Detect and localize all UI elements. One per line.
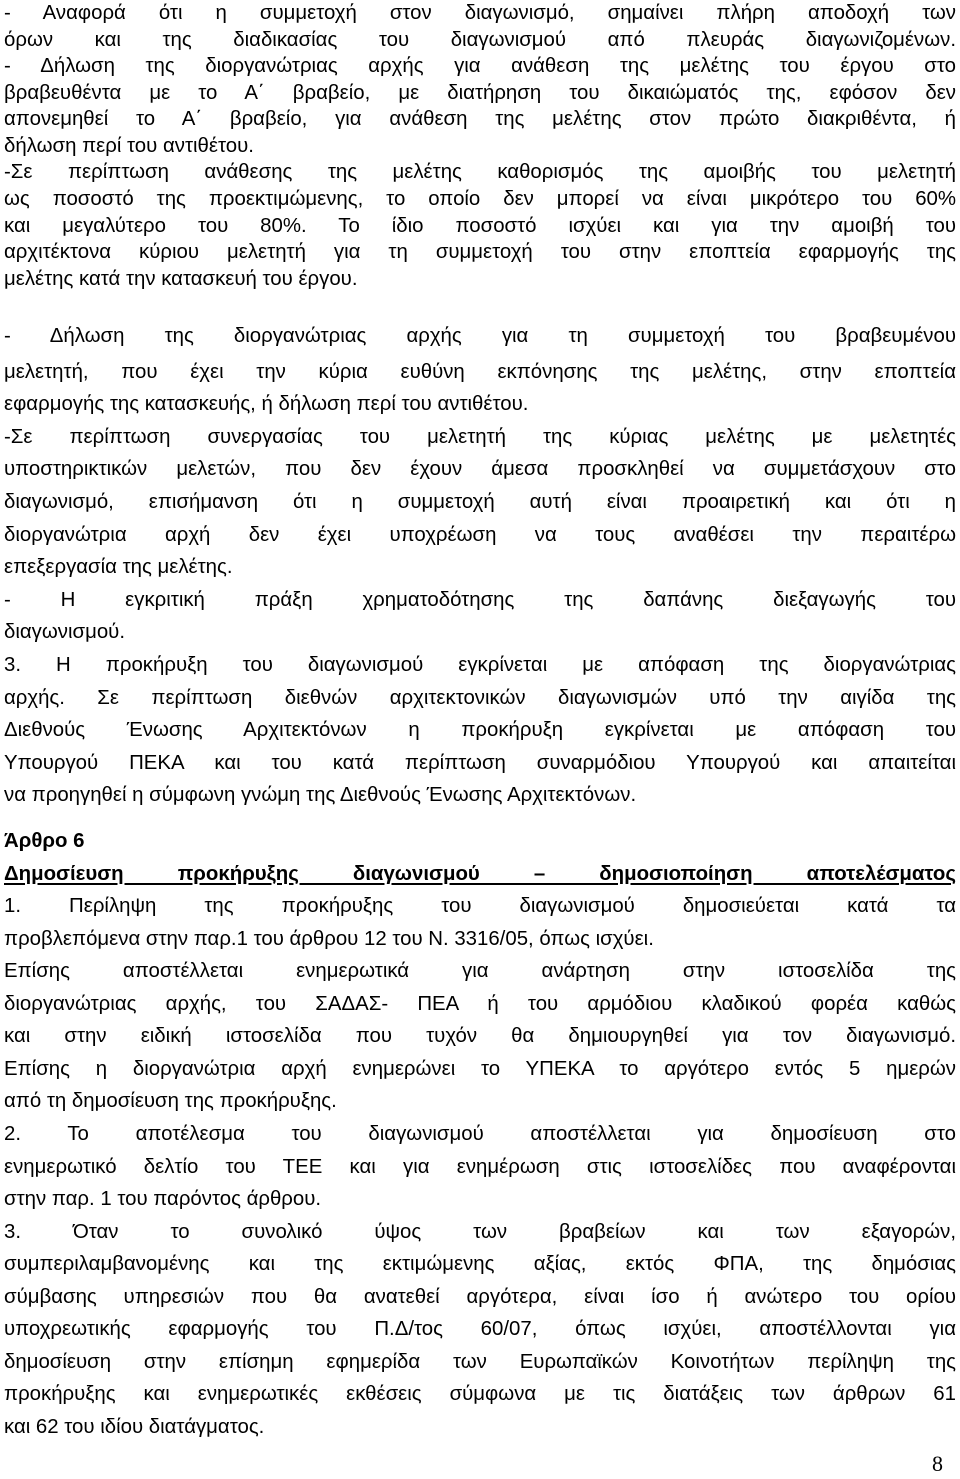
text-line-01: - Αναφορά ότι η συμμετοχή στον διαγωνισμό, σημαίνει πλήρη αποδοχή των — [4, 2, 956, 24]
text-line-40: συμπεριλαμβανομένης και της εκτιμώμενης αξίας, εκτός ΦΠΑ, της δημόσιας — [4, 1253, 956, 1275]
text-line-18: διοργανώτρια αρχή δεν έχει υποχρέωση να τους αναθέσει την περαιτέρω — [4, 524, 956, 546]
text-line-02: όρων και της διαδικασίας του διαγωνισμού από πλευράς διαγωνιζομένων. — [4, 29, 956, 51]
text-line-14: εφαρμογής της κατασκευής, ή δήλωση περί του αντιθέτου. — [4, 393, 529, 415]
text-line-23: αρχής. Σε περίπτωση διεθνών αρχιτεκτονικών διαγωνισμών υπό την αιγίδα της — [4, 687, 956, 709]
text-line-44: προκήρυξης και ενημερωτικές εκθέσεις σύμφωνα με τις διατάξεις των άρθρων 61 — [4, 1383, 956, 1405]
text-line-22: 3. Η προκήρυξη του διαγωνισμού εγκρίνεται με απόφαση της διοργανώτριας — [4, 654, 956, 676]
article-subtitle: Δημοσίευση προκήρυξης διαγωνισμού – δημοσιοποίηση αποτελέσματος — [4, 863, 956, 885]
text-line-05: απονεμηθεί το Α΄ βραβείο, για ανάθεση της μελέτης στον πρώτο διακριθέντα, ή — [4, 108, 956, 130]
text-line-08: ως ποσοστό της προεκτιμώμενης, το οποίο δεν μπορεί να είναι μικρότερο του 60% — [4, 188, 956, 210]
text-line-07: -Σε περίπτωση ανάθεσης της μελέτης καθορισμός της αμοιβής του μελετητή — [4, 161, 956, 183]
text-line-09: και μεγαλύτερο του 80%. Το ίδιο ποσοστό ισχύει και για την αμοιβή του — [4, 215, 956, 237]
text-line-03: - Δήλωση της διοργανώτριας αρχής για ανάθεση της μελέτης του έργου στο — [4, 55, 956, 77]
text-line-42: υποχρεωτικής εφαρμογής του Π.Δ/τος 60/07, όπως ισχύει, αποστέλλονται για — [4, 1318, 956, 1340]
text-line-26: να προηγηθεί η σύμφωνη γνώμη της Διεθνούς Ένωσης Αρχιτεκτόνων. — [4, 784, 637, 806]
text-line-13: μελετητή, που έχει την κύρια ευθύνη εκπόνησης της μελέτης, στην εποπτεία — [4, 361, 956, 383]
text-line-24: Διεθνούς Ένωσης Αρχιτεκτόνων η προκήρυξη εγκρίνεται με απόφαση του — [4, 719, 956, 741]
text-line-35: από τη δημοσίευση της προκήρυξης. — [4, 1090, 337, 1112]
text-line-21: διαγωνισμού. — [4, 621, 125, 643]
text-line-12: - Δήλωση της διοργανώτριας αρχής για τη συμμετοχή του βραβευμένου — [4, 325, 956, 347]
text-line-19: επεξεργασία της μελέτης. — [4, 556, 233, 578]
text-line-37: ενημερωτικό δελτίο του ΤΕΕ και για ενημέρωση στις ιστοσελίδες που αναφέρονται — [4, 1156, 956, 1178]
text-line-43: δημοσίευση στην επίσημη εφημερίδα των Ευρωπαϊκών Κοινοτήτων περίληψη της — [4, 1351, 956, 1373]
text-line-39: 3. Όταν το συνολικό ύψος των βραβείων και των εξαγορών, — [4, 1221, 956, 1243]
text-line-04: βραβευθέντα με το Α΄ βραβείο, με διατήρηση του δικαιώματός της, εφόσον δεν — [4, 82, 956, 104]
article-title: Άρθρο 6 — [4, 830, 85, 852]
text-line-25: Υπουργού ΠΕΚΑ και του κατά περίπτωση συναρμόδιου Υπουργού και απαιτείται — [4, 752, 956, 774]
text-line-15: -Σε περίπτωση συνεργασίας του μελετητή της κύριας μελέτης με μελετητές — [4, 426, 956, 448]
text-line-36: 2. Το αποτέλεσμα του διαγωνισμού αποστέλλεται για δημοσίευση στο — [4, 1123, 956, 1145]
text-line-30: προβλεπόμενα στην παρ.1 του άρθρου 12 του Ν. 3316/05, όπως ισχύει. — [4, 928, 654, 950]
text-line-16: υποστηρικτικών μελετών, που δεν έχουν άμεσα προσκληθεί να συμμετάσχουν στο — [4, 458, 956, 480]
text-line-33: και στην ειδική ιστοσελίδα που τυχόν θα δημιουργηθεί για τον διαγωνισμό. — [4, 1025, 956, 1047]
text-line-10: αρχιτέκτονα κύριου μελετητή για τη συμμετοχή του στην εποπτεία εφαρμογής της — [4, 241, 956, 263]
text-line-31: Επίσης αποστέλλεται ενημερωτικά για ανάρτηση στην ιστοσελίδα της — [4, 960, 956, 982]
text-line-41: σύμβασης υπηρεσιών που θα ανατεθεί αργότερα, είναι ίσο ή ανώτερο του ορίου — [4, 1286, 956, 1308]
text-line-11: μελέτης κατά την κατασκευή του έργου. — [4, 268, 358, 290]
text-line-32: διοργανώτριας αρχής, του ΣΑΔΑΣ- ΠΕΑ ή του αρμόδιου κλαδικού φορέα καθώς — [4, 993, 956, 1015]
text-line-06: δήλωση περί του αντιθέτου. — [4, 135, 254, 157]
text-line-20: - Η εγκριτική πράξη χρηματοδότησης της δαπάνης διεξαγωγής του — [4, 589, 956, 611]
page-number: 8 — [932, 1451, 943, 1476]
text-line-29: 1. Περίληψη της προκήρυξης του διαγωνισμού δημοσιεύεται κατά τα — [4, 895, 956, 917]
text-line-17: διαγωνισμό, επισήμανση ότι η συμμετοχή αυτή είναι προαιρετική και ότι η — [4, 491, 956, 513]
text-line-34: Επίσης η διοργανώτρια αρχή ενημερώνει το ΥΠΕΚΑ το αργότερο εντός 5 ημερών — [4, 1058, 956, 1080]
text-line-38: στην παρ. 1 του παρόντος άρθρου. — [4, 1188, 322, 1210]
text-line-45: και 62 του ιδίου διατάγματος. — [4, 1416, 265, 1438]
